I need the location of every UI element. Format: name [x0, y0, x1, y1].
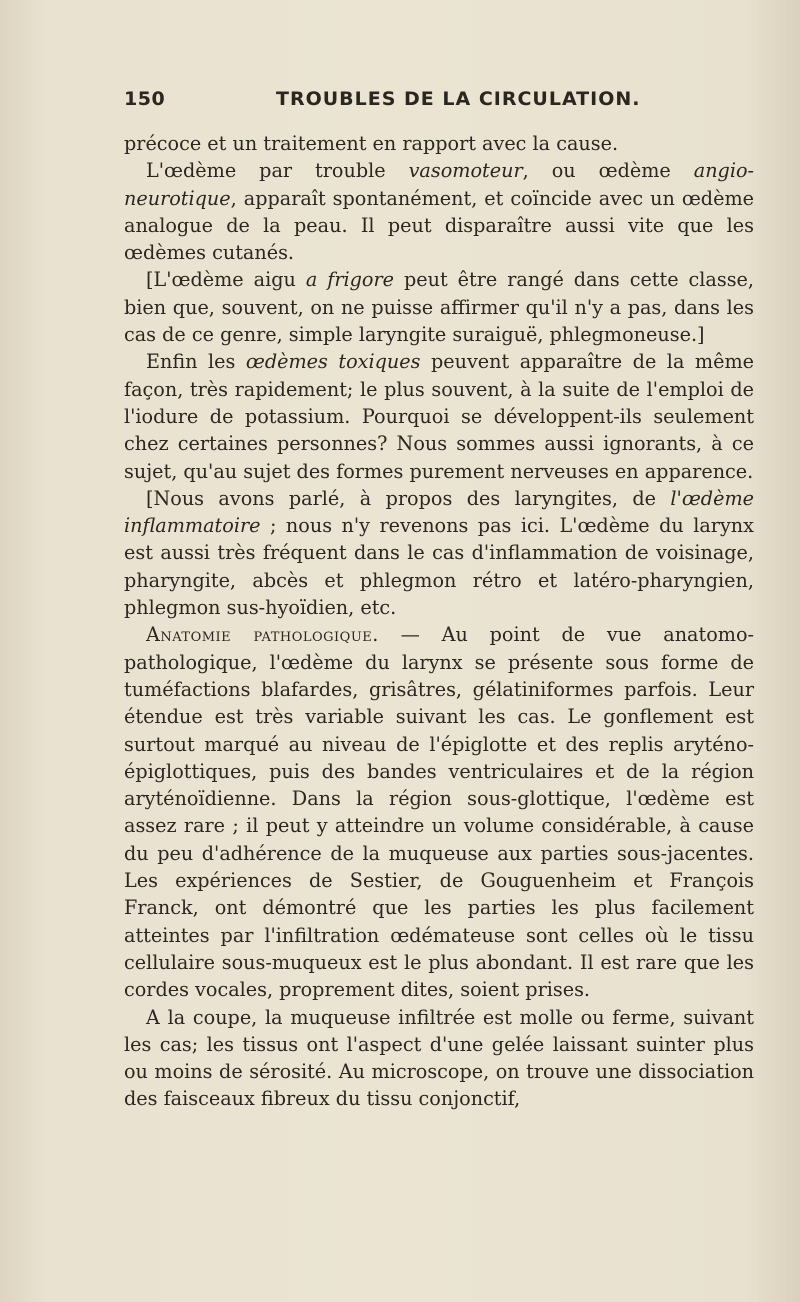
paragraph-2-italic-2: angio-neurotique: [124, 159, 755, 210]
paragraph-4-text-b: peuvent apparaître de la même façon, très rapidement; le plus souvent, à la suite de l'emploi de l'iodure de potassium. Pourquoi se développent-ils seulement chez certaines personnes? Nous sommes aussi ignorants, à ce sujet, qu'au sujet des formes purement nerveuses en apparence.: [124, 350, 754, 483]
paragraph-5-text-a: [Nous avons parlé, à propos des laryngites, de: [146, 486, 671, 510]
paragraph-4-text-a: Enfin les: [146, 350, 246, 374]
paragraph-4-italic-1: œdèmes toxiques: [245, 350, 421, 374]
paragraph-7-text: A la coupe, la muqueuse infiltrée est molle ou ferme, suivant les cas; les tissus ont l'aspect d'une gelée laissant suinter plus ou moins de sérosité. Au microscope, on trouve une dissociation des faisceaux fibreux du tissu conjonctif,: [124, 1005, 754, 1111]
paragraph-3-italic-1: a frigore: [305, 268, 395, 292]
paragraph-2-text-b: , ou œdème: [522, 159, 694, 183]
paragraph-5-italic-1: l'œdème inflammatoire: [124, 486, 754, 538]
paragraph-5: [124, 485, 754, 621]
page-number: 150: [124, 88, 166, 110]
paragraph-3: [124, 266, 754, 348]
paragraph-3-text-b: peut être rangé dans cette classe, bien que, souvent, on ne puisse affirmer qu'il n'y a pas, dans les cas de ce genre, simple laryngite suraiguë, phlegmoneuse.]: [124, 268, 755, 347]
running-title: TROUBLES DE LA CIRCULATION.: [276, 88, 641, 110]
paragraph-4: [124, 348, 754, 484]
paragraph-6: [124, 621, 754, 1003]
paragraph-7: [124, 1004, 754, 1113]
paragraph-2-text-c: , apparaît spontanément, et coïncide avec un œdème analogue de la peau. Il peut disparaître aussi vite que les œdèmes cutanés.: [124, 186, 754, 265]
section-heading-anatomie: Anatomie pathologique.: [146, 623, 379, 647]
paragraph-2: [124, 157, 754, 266]
paragraph-5-text-b: ; nous n'y revenons pas ici. L'œdème du larynx est aussi très fréquent dans le cas d'inflammation de voisinage, pharyngite, abcès et phlegmon rétro et latéro-pharyngien, phlegmon sus-hyoïdien, etc.: [124, 514, 754, 620]
paragraph-6-text: — Au point de vue anatomo-pathologique, l'œdème du larynx se présente sous forme de tuméfactions blafardes, grisâtres, gélatiniformes parfois. Leur étendue est très variable suivant les cas. Le gonflement est surtout marqué au niveau de l'épiglotte et des replis aryténo-épiglottiques, puis des bandes ventriculaires et de la région aryténoïdienne. Dans la région sous-glottique, l'œdème est assez rare ; il peut y atteindre un volume considérable, à cause du peu d'adhérence de la muqueuse aux parties sous-jacentes. Les expériences de Sestier, de Gouguenheim et François Franck, ont démontré que les parties les plus facilement atteintes par l'infiltration œdémateuse sont celles où le tissu cellulaire sous-muqueux est le plus abondant. Il est rare que les cordes vocales, proprement dites, soient prises.: [124, 623, 754, 1002]
paragraph-1: [124, 130, 754, 157]
paragraph-2-italic-1: vasomoteur: [408, 159, 523, 183]
paragraph-2-text-a: L'œdème par trouble: [146, 159, 409, 183]
body-text: [124, 130, 754, 1113]
paragraph-1-text: précoce et un traitement en rapport avec la cause.: [124, 132, 619, 155]
page-header: [124, 88, 754, 116]
paragraph-3-text-a: [L'œdème aigu: [146, 268, 306, 292]
